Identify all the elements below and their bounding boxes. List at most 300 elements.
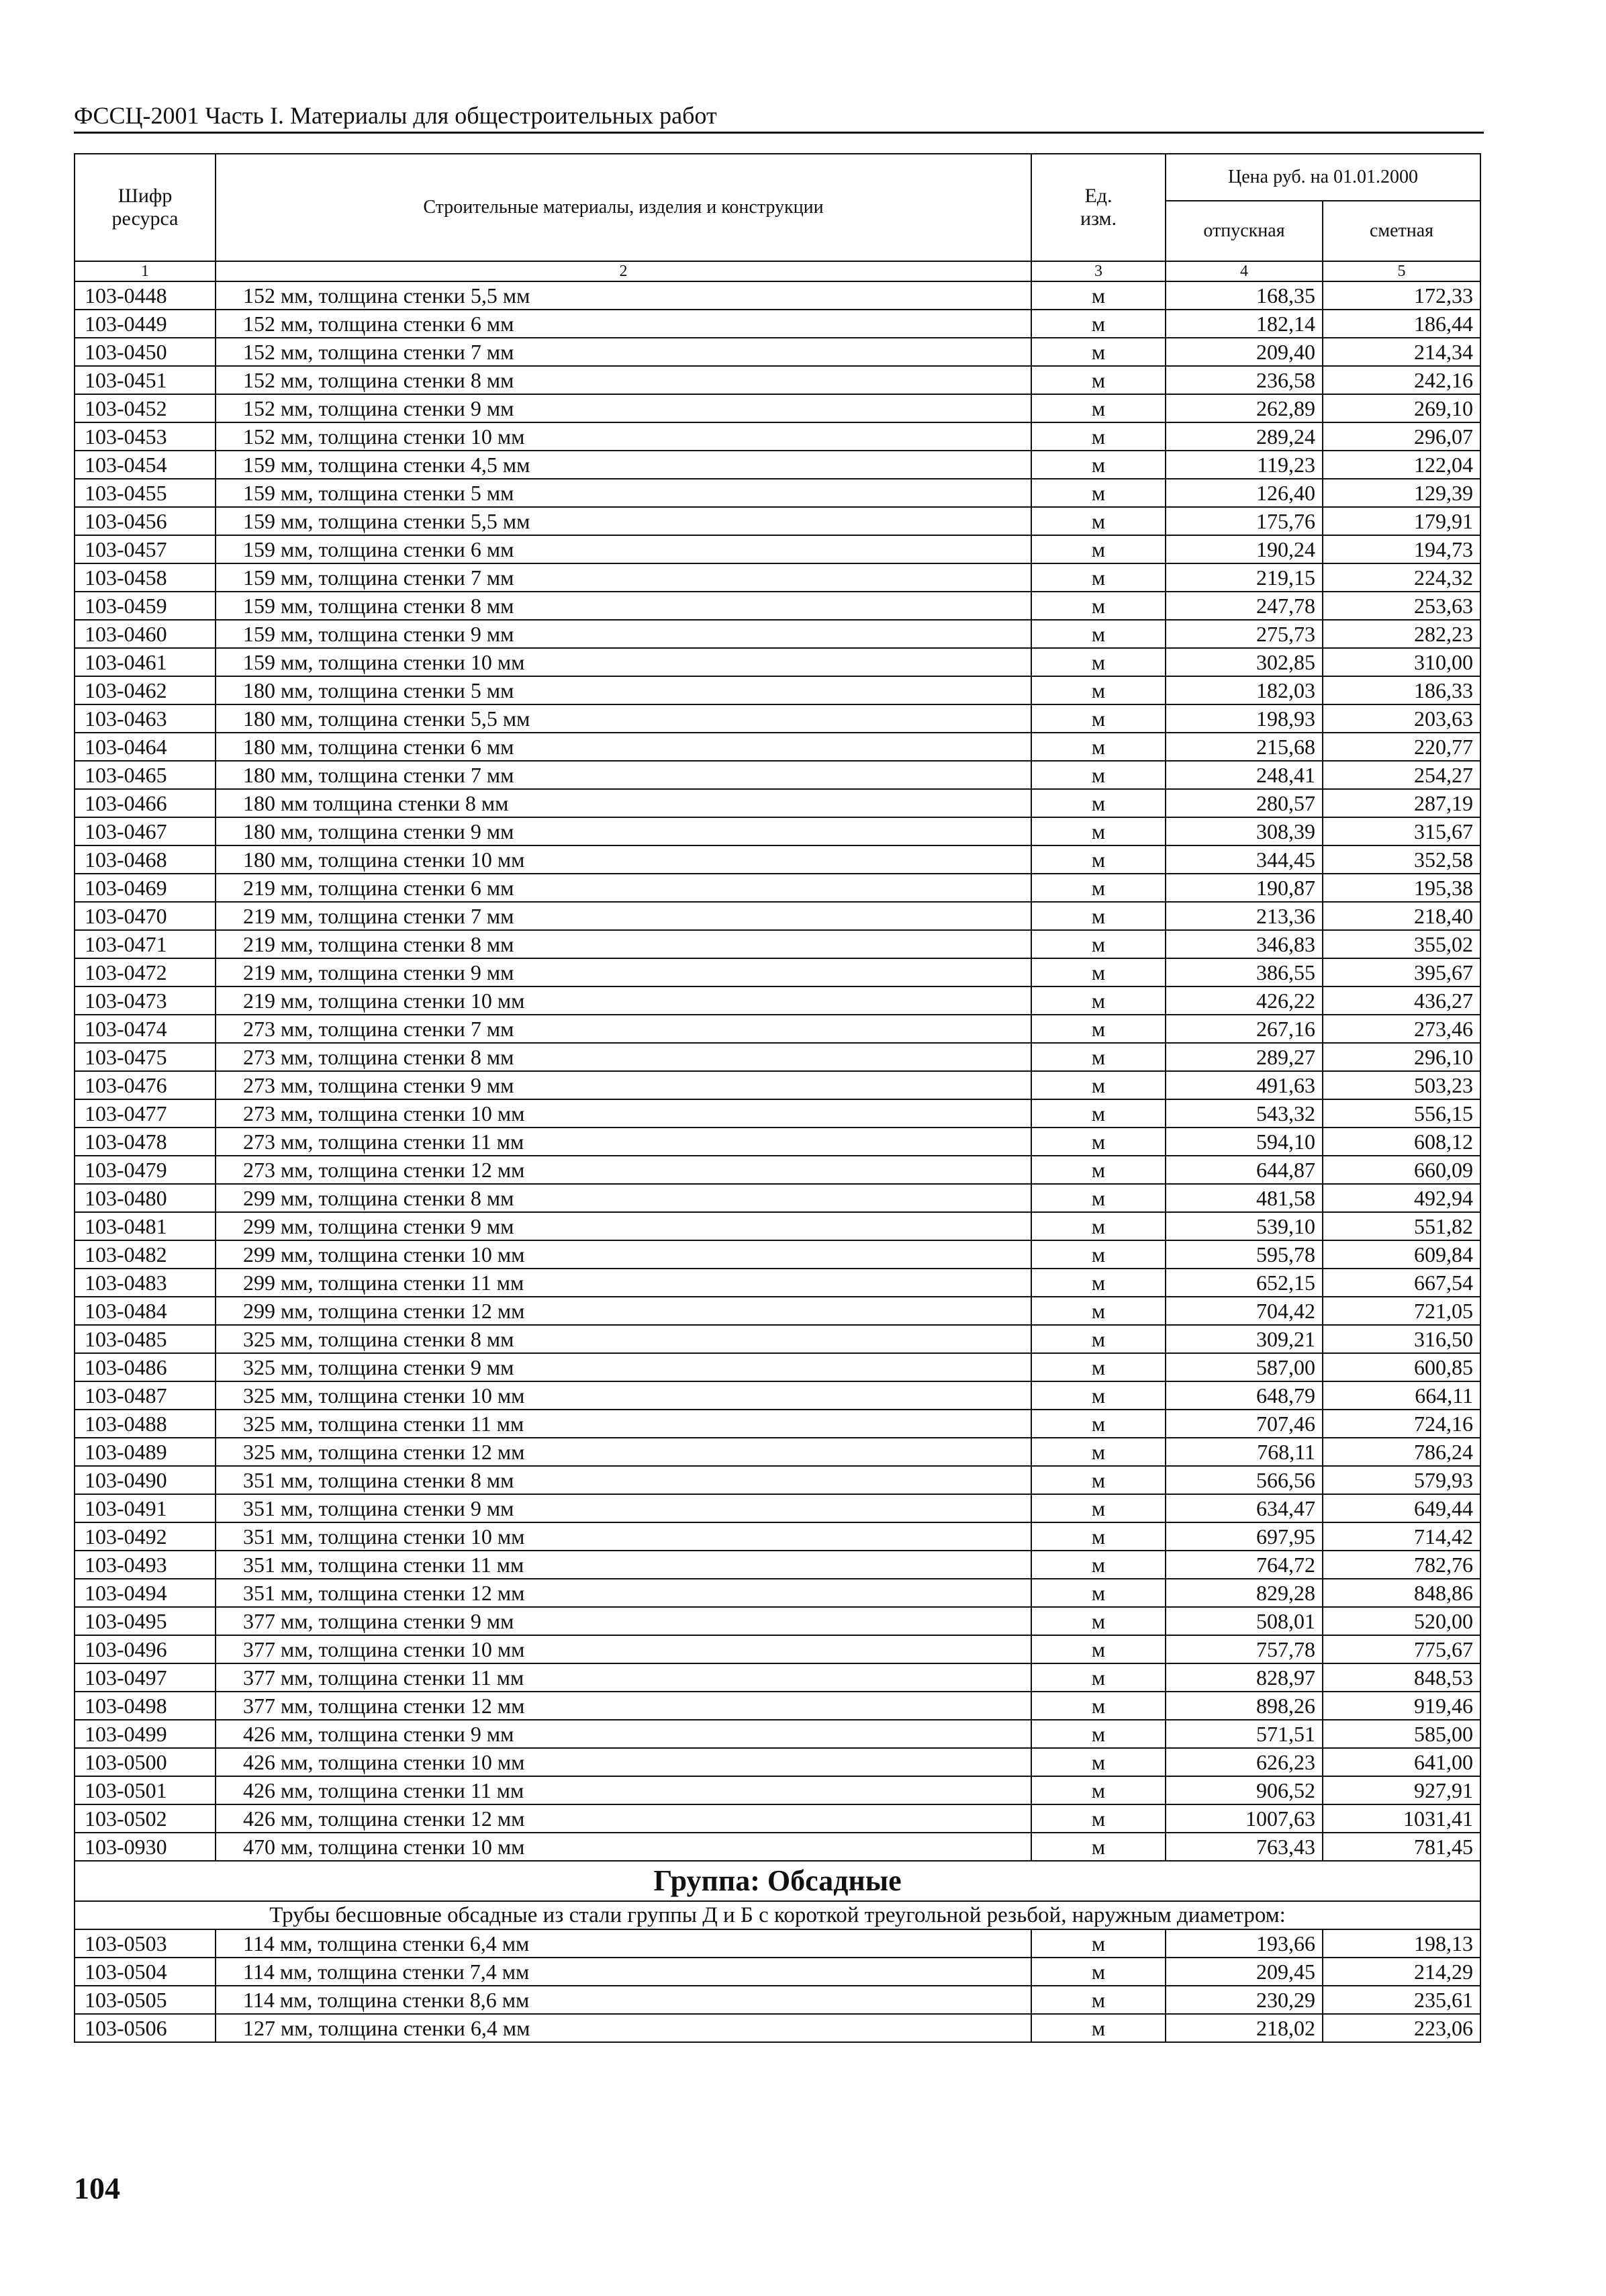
table-row (75, 874, 1480, 902)
cell-release-price: 587,00 (1166, 1353, 1323, 1381)
cell-unit: м (1031, 1099, 1166, 1128)
cell-estimate-price: 927,91 (1323, 1776, 1480, 1804)
cell-unit: м (1031, 1325, 1166, 1353)
col-number-1: 1 (75, 261, 216, 281)
cell-unit: м (1031, 1663, 1166, 1692)
table-row (75, 1099, 1480, 1128)
table-row (75, 1551, 1480, 1579)
cell-release-price: 126,40 (1166, 479, 1323, 507)
cell-name: 273 мм, толщина стенки 8 мм (216, 1043, 1031, 1071)
cell-release-price: 230,29 (1166, 1986, 1323, 2014)
cell-release-price: 829,28 (1166, 1579, 1323, 1607)
table-row (75, 733, 1480, 761)
cell-estimate-price: 721,05 (1323, 1297, 1480, 1325)
table-row (75, 1579, 1480, 1607)
table-row (75, 1297, 1480, 1325)
cell-estimate-price: 649,44 (1323, 1494, 1480, 1522)
cell-code: 103-0480 (75, 1184, 216, 1212)
table-row (75, 620, 1480, 648)
table-row (75, 2014, 1480, 2042)
cell-release-price: 275,73 (1166, 620, 1323, 648)
cell-release-price: 190,87 (1166, 874, 1323, 902)
table-row (75, 479, 1480, 507)
cell-name: 377 мм, толщина стенки 10 мм (216, 1635, 1031, 1663)
cell-code: 103-0466 (75, 789, 216, 817)
cell-code: 103-0503 (75, 1929, 216, 1958)
cell-name: 470 мм, толщина стенки 10 мм (216, 1833, 1031, 1861)
cell-estimate-price: 600,85 (1323, 1353, 1480, 1381)
cell-release-price: 182,03 (1166, 676, 1323, 704)
cell-estimate-price: 220,77 (1323, 733, 1480, 761)
header-estimate: сметная (1323, 201, 1480, 261)
col-number-3: 3 (1031, 261, 1166, 281)
cell-code: 103-0482 (75, 1240, 216, 1269)
cell-unit: м (1031, 1043, 1166, 1071)
cell-name: 159 мм, толщина стенки 8 мм (216, 592, 1031, 620)
cell-name: 351 мм, толщина стенки 12 мм (216, 1579, 1031, 1607)
cell-name: 180 мм, толщина стенки 10 мм (216, 845, 1031, 874)
cell-code: 103-0453 (75, 422, 216, 451)
cell-name: 377 мм, толщина стенки 12 мм (216, 1692, 1031, 1720)
cell-release-price: 566,56 (1166, 1466, 1323, 1494)
cell-name: 273 мм, толщина стенки 7 мм (216, 1015, 1031, 1043)
cell-name: 152 мм, толщина стенки 10 мм (216, 422, 1031, 451)
cell-name: 219 мм, толщина стенки 7 мм (216, 902, 1031, 930)
table-row (75, 394, 1480, 422)
cell-release-price: 175,76 (1166, 507, 1323, 535)
cell-unit: м (1031, 845, 1166, 874)
cell-code: 103-0483 (75, 1269, 216, 1297)
cell-unit: м (1031, 1833, 1166, 1861)
cell-name: 152 мм, толщина стенки 9 мм (216, 394, 1031, 422)
cell-estimate-price: 520,00 (1323, 1607, 1480, 1635)
cell-unit: м (1031, 1748, 1166, 1776)
cell-release-price: 119,23 (1166, 451, 1323, 479)
table-head (75, 154, 1480, 281)
table-row (75, 958, 1480, 986)
cell-unit: м (1031, 1410, 1166, 1438)
cell-unit: м (1031, 930, 1166, 958)
cell-name: 159 мм, толщина стенки 9 мм (216, 620, 1031, 648)
table-row (75, 422, 1480, 451)
cell-name: 219 мм, толщина стенки 6 мм (216, 874, 1031, 902)
cell-name: 180 мм, толщина стенки 5,5 мм (216, 704, 1031, 733)
cell-unit: м (1031, 676, 1166, 704)
cell-code: 103-0468 (75, 845, 216, 874)
table-row (75, 1043, 1480, 1071)
col-number-2: 2 (216, 261, 1031, 281)
cell-release-price: 626,23 (1166, 1748, 1323, 1776)
cell-code: 103-0506 (75, 2014, 216, 2042)
cell-code: 103-0485 (75, 1325, 216, 1353)
cell-release-price: 539,10 (1166, 1212, 1323, 1240)
table-row (75, 563, 1480, 592)
cell-unit: м (1031, 1579, 1166, 1607)
cell-name: 426 мм, толщина стенки 11 мм (216, 1776, 1031, 1804)
cell-release-price: 898,26 (1166, 1692, 1323, 1720)
table-row (75, 1269, 1480, 1297)
cell-name: 299 мм, толщина стенки 11 мм (216, 1269, 1031, 1297)
cell-release-price: 1007,63 (1166, 1804, 1323, 1833)
cell-unit: м (1031, 535, 1166, 563)
cell-estimate-price: 296,10 (1323, 1043, 1480, 1071)
table-row (75, 1438, 1480, 1466)
cell-release-price: 757,78 (1166, 1635, 1323, 1663)
cell-release-price: 704,42 (1166, 1297, 1323, 1325)
cell-unit: м (1031, 902, 1166, 930)
cell-code: 103-0491 (75, 1494, 216, 1522)
cell-unit: м (1031, 1804, 1166, 1833)
cell-name: 426 мм, толщина стенки 10 мм (216, 1748, 1031, 1776)
cell-code: 103-0467 (75, 817, 216, 845)
cell-unit: м (1031, 874, 1166, 902)
table-row (75, 1240, 1480, 1269)
cell-unit: м (1031, 1128, 1166, 1156)
cell-name: 299 мм, толщина стенки 10 мм (216, 1240, 1031, 1269)
table-row (75, 1494, 1480, 1522)
table-row (75, 281, 1480, 310)
table-row (75, 1635, 1480, 1663)
cell-release-price: 247,78 (1166, 592, 1323, 620)
cell-estimate-price: 919,46 (1323, 1692, 1480, 1720)
cell-code: 103-0475 (75, 1043, 216, 1071)
cell-name: 152 мм, толщина стенки 7 мм (216, 338, 1031, 366)
table-row (75, 1607, 1480, 1635)
table-row (75, 761, 1480, 789)
header-unit: Ед. изм. (1031, 154, 1166, 261)
cell-code: 103-0474 (75, 1015, 216, 1043)
cell-release-price: 289,24 (1166, 422, 1323, 451)
cell-estimate-price: 214,29 (1323, 1958, 1480, 1986)
cell-estimate-price: 296,07 (1323, 422, 1480, 451)
cell-code: 103-0479 (75, 1156, 216, 1184)
cell-estimate-price: 503,23 (1323, 1071, 1480, 1099)
header-price: Цена руб. на 01.01.2000 (1166, 154, 1480, 201)
cell-estimate-price: 224,32 (1323, 563, 1480, 592)
document-title: ФССЦ-2001 Часть I. Материалы для общестроительных работ (74, 102, 717, 129)
cell-estimate-price: 223,06 (1323, 2014, 1480, 2042)
cell-code: 103-0471 (75, 930, 216, 958)
cell-unit: м (1031, 338, 1166, 366)
cell-release-price: 215,68 (1166, 733, 1323, 761)
cell-unit: м (1031, 1269, 1166, 1297)
cell-estimate-price: 186,33 (1323, 676, 1480, 704)
table-row (75, 986, 1480, 1015)
cell-estimate-price: 254,27 (1323, 761, 1480, 789)
cell-unit: м (1031, 958, 1166, 986)
cell-estimate-price: 194,73 (1323, 535, 1480, 563)
cell-estimate-price: 782,76 (1323, 1551, 1480, 1579)
cell-unit: м (1031, 394, 1166, 422)
table-row (75, 648, 1480, 676)
table-row (75, 930, 1480, 958)
cell-unit: м (1031, 2014, 1166, 2042)
cell-name: 299 мм, толщина стенки 9 мм (216, 1212, 1031, 1240)
table-row (75, 1381, 1480, 1410)
cell-estimate-price: 218,40 (1323, 902, 1480, 930)
cell-code: 103-0501 (75, 1776, 216, 1804)
cell-code: 103-0488 (75, 1410, 216, 1438)
cell-release-price: 309,21 (1166, 1325, 1323, 1353)
cell-unit: м (1031, 422, 1166, 451)
cell-release-price: 280,57 (1166, 789, 1323, 817)
table-row (75, 1071, 1480, 1099)
cell-unit: м (1031, 1466, 1166, 1494)
cell-unit: м (1031, 1240, 1166, 1269)
cell-name: 273 мм, толщина стенки 12 мм (216, 1156, 1031, 1184)
cell-estimate-price: 660,09 (1323, 1156, 1480, 1184)
cell-unit: м (1031, 310, 1166, 338)
cell-code: 103-0504 (75, 1958, 216, 1986)
cell-release-price: 344,45 (1166, 845, 1323, 874)
cell-release-price: 648,79 (1166, 1381, 1323, 1410)
cell-release-price: 652,15 (1166, 1269, 1323, 1297)
cell-release-price: 764,72 (1166, 1551, 1323, 1579)
cell-code: 103-0502 (75, 1804, 216, 1833)
cell-name: 152 мм, толщина стенки 5,5 мм (216, 281, 1031, 310)
cell-code: 103-0490 (75, 1466, 216, 1494)
cell-name: 325 мм, толщина стенки 9 мм (216, 1353, 1031, 1381)
cell-estimate-price: 641,00 (1323, 1748, 1480, 1776)
cell-estimate-price: 714,42 (1323, 1522, 1480, 1551)
cell-code: 103-0487 (75, 1381, 216, 1410)
cell-estimate-price: 848,53 (1323, 1663, 1480, 1692)
table-row (75, 1184, 1480, 1212)
cell-unit: м (1031, 1551, 1166, 1579)
cell-unit: м (1031, 1353, 1166, 1381)
cell-unit: м (1031, 704, 1166, 733)
table-row (75, 1986, 1480, 2014)
table-row (75, 1663, 1480, 1692)
cell-unit: м (1031, 366, 1166, 394)
cell-release-price: 236,58 (1166, 366, 1323, 394)
cell-release-price: 218,02 (1166, 2014, 1323, 2042)
cell-code: 103-0478 (75, 1128, 216, 1156)
cell-code: 103-0492 (75, 1522, 216, 1551)
col-number-4: 4 (1166, 261, 1323, 281)
cell-code: 103-0498 (75, 1692, 216, 1720)
cell-code: 103-0484 (75, 1297, 216, 1325)
table-row (75, 1522, 1480, 1551)
cell-name: 325 мм, толщина стенки 8 мм (216, 1325, 1031, 1353)
table-row (75, 1776, 1480, 1804)
cell-code: 103-0505 (75, 1986, 216, 2014)
table-row (75, 845, 1480, 874)
cell-release-price: 262,89 (1166, 394, 1323, 422)
cell-release-price: 267,16 (1166, 1015, 1323, 1043)
cell-release-price: 213,36 (1166, 902, 1323, 930)
cell-name: 273 мм, толщина стенки 9 мм (216, 1071, 1031, 1099)
table-row (75, 507, 1480, 535)
cell-estimate-price: 436,27 (1323, 986, 1480, 1015)
table-body (75, 281, 1480, 1861)
cell-code: 103-0463 (75, 704, 216, 733)
cell-code: 103-0461 (75, 648, 216, 676)
cell-estimate-price: 253,63 (1323, 592, 1480, 620)
cell-code: 103-0476 (75, 1071, 216, 1099)
cell-unit: м (1031, 1184, 1166, 1212)
table-row (75, 817, 1480, 845)
cell-estimate-price: 664,11 (1323, 1381, 1480, 1410)
cell-name: 159 мм, толщина стенки 7 мм (216, 563, 1031, 592)
table-row (75, 902, 1480, 930)
cell-code: 103-0448 (75, 281, 216, 310)
cell-estimate-price: 316,50 (1323, 1325, 1480, 1353)
table-row (75, 451, 1480, 479)
cell-unit: м (1031, 1692, 1166, 1720)
cell-name: 426 мм, толщина стенки 9 мм (216, 1720, 1031, 1748)
cell-code: 103-0495 (75, 1607, 216, 1635)
cell-release-price: 491,63 (1166, 1071, 1323, 1099)
table-row (75, 1410, 1480, 1438)
cell-code: 103-0472 (75, 958, 216, 986)
table-row (75, 1466, 1480, 1494)
cell-estimate-price: 198,13 (1323, 1929, 1480, 1958)
table-row (75, 1128, 1480, 1156)
cell-unit: м (1031, 1986, 1166, 2014)
cell-release-price: 906,52 (1166, 1776, 1323, 1804)
cell-release-price: 190,24 (1166, 535, 1323, 563)
cell-unit: м (1031, 281, 1166, 310)
cell-name: 180 мм, толщина стенки 5 мм (216, 676, 1031, 704)
cell-estimate-price: 179,91 (1323, 507, 1480, 535)
cell-code: 103-0481 (75, 1212, 216, 1240)
cell-estimate-price: 122,04 (1323, 451, 1480, 479)
cell-name: 159 мм, толщина стенки 5,5 мм (216, 507, 1031, 535)
cell-estimate-price: 608,12 (1323, 1128, 1480, 1156)
cell-name: 159 мм, толщина стенки 5 мм (216, 479, 1031, 507)
cell-code: 103-0462 (75, 676, 216, 704)
cell-unit: м (1031, 1297, 1166, 1325)
cell-release-price: 346,83 (1166, 930, 1323, 958)
cell-unit: м (1031, 761, 1166, 789)
cell-estimate-price: 848,86 (1323, 1579, 1480, 1607)
cell-code: 103-0454 (75, 451, 216, 479)
cell-release-price: 634,47 (1166, 1494, 1323, 1522)
cell-name: 351 мм, толщина стенки 11 мм (216, 1551, 1031, 1579)
cell-release-price: 828,97 (1166, 1663, 1323, 1692)
cell-code: 103-0459 (75, 592, 216, 620)
cell-name: 299 мм, толщина стенки 8 мм (216, 1184, 1031, 1212)
cell-estimate-price: 355,02 (1323, 930, 1480, 958)
cell-name: 180 мм, толщина стенки 7 мм (216, 761, 1031, 789)
table-row (75, 1212, 1480, 1240)
cell-unit: м (1031, 1071, 1166, 1099)
table-row (75, 1015, 1480, 1043)
cell-release-price: 707,46 (1166, 1410, 1323, 1438)
table-row (75, 592, 1480, 620)
cell-name: 159 мм, толщина стенки 6 мм (216, 535, 1031, 563)
cell-code: 103-0456 (75, 507, 216, 535)
cell-name: 114 мм, толщина стенки 8,6 мм (216, 1986, 1031, 2014)
cell-estimate-price: 585,00 (1323, 1720, 1480, 1748)
table-row (75, 1833, 1480, 1861)
cell-release-price: 426,22 (1166, 986, 1323, 1015)
cell-unit: м (1031, 563, 1166, 592)
cell-estimate-price: 273,46 (1323, 1015, 1480, 1043)
cell-unit: м (1031, 1438, 1166, 1466)
cell-code: 103-0497 (75, 1663, 216, 1692)
cell-unit: м (1031, 648, 1166, 676)
cell-estimate-price: 1031,41 (1323, 1804, 1480, 1833)
cell-estimate-price: 172,33 (1323, 281, 1480, 310)
cell-estimate-price: 551,82 (1323, 1212, 1480, 1240)
table-row (75, 1325, 1480, 1353)
cell-unit: м (1031, 1776, 1166, 1804)
table-row (75, 1156, 1480, 1184)
group-section (75, 1861, 1480, 2042)
table-row (75, 676, 1480, 704)
cell-unit: м (1031, 1212, 1166, 1240)
cell-code: 103-0473 (75, 986, 216, 1015)
header-release: отпускная (1166, 201, 1323, 261)
cell-name: 114 мм, толщина стенки 7,4 мм (216, 1958, 1031, 1986)
cell-unit: м (1031, 1381, 1166, 1410)
cell-code: 103-0451 (75, 366, 216, 394)
cell-unit: м (1031, 1635, 1166, 1663)
table-row (75, 338, 1480, 366)
cell-release-price: 193,66 (1166, 1929, 1323, 1958)
price-table (74, 153, 1481, 2043)
cell-release-price: 248,41 (1166, 761, 1323, 789)
cell-release-price: 308,39 (1166, 817, 1323, 845)
cell-name: 325 мм, толщина стенки 11 мм (216, 1410, 1031, 1438)
cell-estimate-price: 775,67 (1323, 1635, 1480, 1663)
cell-name: 159 мм, толщина стенки 4,5 мм (216, 451, 1031, 479)
table-row (75, 789, 1480, 817)
cell-unit: м (1031, 507, 1166, 535)
cell-unit: м (1031, 1522, 1166, 1551)
table-row (75, 1929, 1480, 1958)
header-name: Строительные материалы, изделия и конструкции (216, 154, 1031, 261)
cell-estimate-price: 781,45 (1323, 1833, 1480, 1861)
cell-code: 103-0496 (75, 1635, 216, 1663)
cell-unit: м (1031, 1958, 1166, 1986)
cell-name: 351 мм, толщина стенки 8 мм (216, 1466, 1031, 1494)
cell-code: 103-0465 (75, 761, 216, 789)
cell-code: 103-0494 (75, 1579, 216, 1607)
cell-code: 103-0464 (75, 733, 216, 761)
cell-unit: м (1031, 1015, 1166, 1043)
table-row (75, 366, 1480, 394)
cell-code: 103-0930 (75, 1833, 216, 1861)
cell-estimate-price: 203,63 (1323, 704, 1480, 733)
cell-code: 103-0489 (75, 1438, 216, 1466)
cell-name: 351 мм, толщина стенки 9 мм (216, 1494, 1031, 1522)
cell-release-price: 697,95 (1166, 1522, 1323, 1551)
cell-name: 377 мм, толщина стенки 9 мм (216, 1607, 1031, 1635)
cell-unit: м (1031, 1720, 1166, 1748)
col-number-5: 5 (1323, 261, 1480, 281)
cell-estimate-price: 186,44 (1323, 310, 1480, 338)
group-title: Группа: Обсадные (75, 1861, 1480, 1901)
cell-name: 273 мм, толщина стенки 10 мм (216, 1099, 1031, 1128)
cell-name: 426 мм, толщина стенки 12 мм (216, 1804, 1031, 1833)
cell-estimate-price: 667,54 (1323, 1269, 1480, 1297)
cell-release-price: 543,32 (1166, 1099, 1323, 1128)
cell-name: 351 мм, толщина стенки 10 мм (216, 1522, 1031, 1551)
cell-estimate-price: 242,16 (1323, 366, 1480, 394)
cell-release-price: 209,45 (1166, 1958, 1323, 1986)
cell-release-price: 768,11 (1166, 1438, 1323, 1466)
cell-unit: м (1031, 986, 1166, 1015)
table-row (75, 1748, 1480, 1776)
cell-code: 103-0493 (75, 1551, 216, 1579)
cell-estimate-price: 395,67 (1323, 958, 1480, 986)
cell-release-price: 302,85 (1166, 648, 1323, 676)
group-subtitle: Трубы бесшовные обсадные из стали группы Д и Б с короткой треугольной резьбой, наружным диаметром: (75, 1901, 1480, 1929)
cell-unit: м (1031, 1494, 1166, 1522)
